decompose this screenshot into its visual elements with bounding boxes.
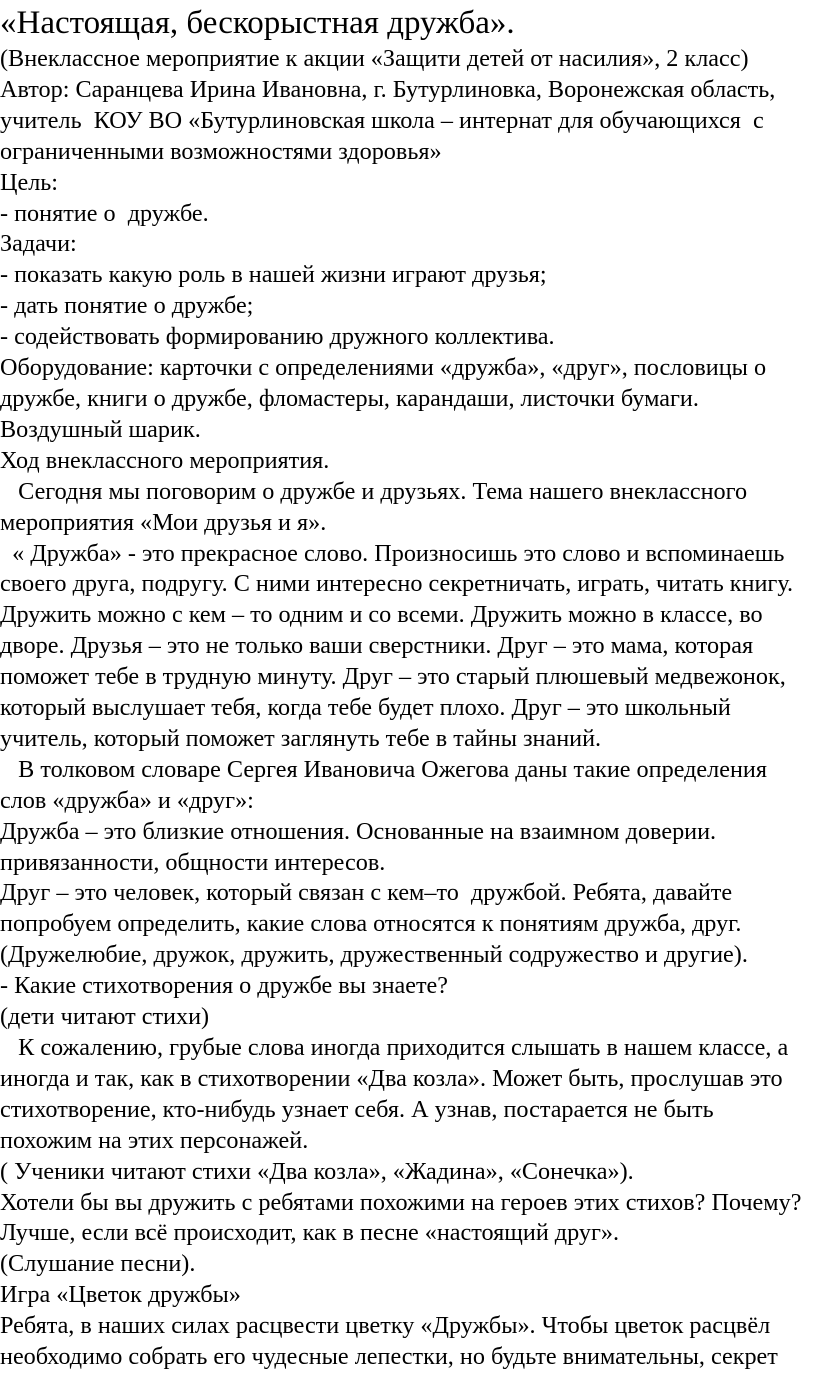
text-line: Цель:	[0, 168, 59, 196]
text-line: слов «дружба» и «друг»:	[0, 786, 254, 814]
text-line: Задачи:	[0, 230, 77, 258]
document-title: «Настоящая, бескорыстная дружба».	[0, 5, 515, 41]
text-line: (Внеклассное мероприятие к акции «Защити детей от насилия», 2 класс)	[0, 45, 749, 72]
text-line: - Какие стихотворения о дружбе вы знаете?	[0, 972, 449, 1000]
text-line: ограниченными возможностями здоровья»	[0, 137, 442, 165]
text-line: В толковом словаре Сергея Ивановича Ожегова даны такие определения	[0, 755, 767, 783]
text-line: дворе. Друзья – это не только ваши сверстники. Друг – это мама, которая	[0, 632, 754, 660]
text-line: - дать понятие о дружбе;	[0, 292, 254, 320]
text-line: необходимо собрать его чудесные лепестки, но будьте внимательны, секрет	[0, 1343, 778, 1371]
text-line: учитель КОУ ВО «Бутурлиновская школа – интернат для обучающихся с	[0, 106, 764, 134]
text-line: Дружба – это близкие отношения. Основанные на взаимном доверии.	[0, 817, 717, 845]
text-line: учитель, который поможет заглянуть тебе в тайны знаний.	[0, 724, 602, 752]
text-line: дружбе, книги о дружбе, фломастеры, карандаши, листочки бумаги.	[0, 384, 699, 412]
text-line: Воздушный шарик.	[0, 415, 201, 443]
text-line: привязанности, общности интересов.	[0, 848, 386, 876]
text-line: Оборудование: карточки с определениями «дружба», «друг», пословицы о	[0, 354, 767, 382]
text-line: Автор: Саранцева Ирина Ивановна, г. Бутурлиновка, Воронежская область,	[0, 75, 776, 103]
text-line: « Дружба» - это прекрасное слово. Произносишь это слово и вспоминаешь	[0, 539, 785, 567]
text-line: Ребята, в наших силах расцвести цветку «Дружбы». Чтобы цветок расцвёл	[0, 1312, 771, 1340]
text-line: (Дружелюбие, дружок, дружить, дружественный содружество и другие).	[0, 941, 748, 969]
document-body	[0, 44, 816, 1373]
text-line: стихотворение, кто-нибудь узнает себя. А узнав, постарается не быть	[0, 1095, 714, 1123]
text-line: Лучше, если всё происходит, как в песне «настоящий друг».	[0, 1219, 620, 1247]
text-line: (Слушание песни).	[0, 1250, 196, 1278]
text-line: Хотели бы вы дружить с ребятами похожими на героев этих стихов? Почему?	[0, 1188, 802, 1216]
text-line: Сегодня мы поговорим о дружбе и друзьях. Тема нашего внеклассного	[0, 477, 748, 505]
text-line: своего друга, подругу. С ними интересно секретничать, играть, читать книгу.	[0, 570, 794, 598]
text-line: попробуем определить, какие слова относятся к понятиям дружба, друг.	[0, 910, 742, 938]
text-line: мероприятия «Мои друзья и я».	[0, 508, 327, 536]
text-line: (дети читают стихи)	[0, 1003, 210, 1031]
text-line: - содействовать формированию дружного коллектива.	[0, 323, 555, 351]
text-line: иногда и так, как в стихотворении «Два козла». Может быть, прослушав это	[0, 1064, 783, 1092]
text-line: ( Ученики читают стихи «Два козла», «Жадина», «Сонечка»).	[0, 1157, 634, 1185]
text-line: поможет тебе в трудную минуту. Друг – это старый плюшевый медвежонок,	[0, 663, 786, 691]
text-line: - показать какую роль в нашей жизни играют друзья;	[0, 261, 547, 289]
text-line: К сожалению, грубые слова иногда приходится слышать в нашем классе, а	[0, 1034, 789, 1061]
text-line: Игра «Цветок дружбы»	[0, 1281, 241, 1309]
text-line: Друг – это человек, который связан с кем–то дружбой. Ребята, давайте	[0, 879, 733, 907]
text-line: - понятие о дружбе.	[0, 199, 209, 227]
text-line: Ход внеклассного мероприятия.	[0, 446, 330, 474]
text-line: похожим на этих персонажей.	[0, 1126, 309, 1154]
text-line: который выслушает тебя, когда тебе будет плохо. Друг – это школьный	[0, 694, 731, 722]
text-line: Дружить можно с кем – то одним и со всеми. Дружить можно в классе, во	[0, 601, 763, 629]
